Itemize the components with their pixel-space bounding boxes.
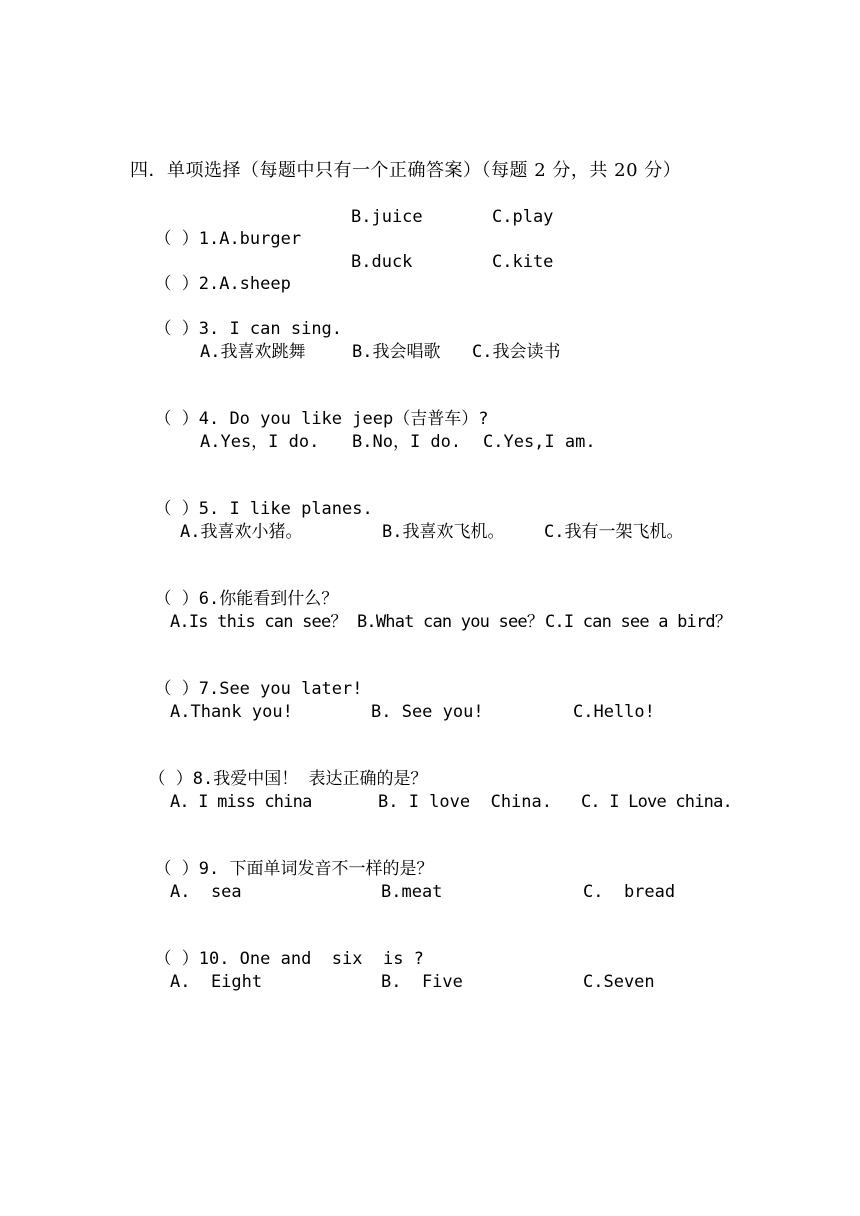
question-3 xyxy=(134,296,342,340)
question-8 xyxy=(128,746,427,790)
option-a: A.Yes，I do. xyxy=(200,432,320,452)
question-1 xyxy=(134,206,834,249)
option-b: B.What can you see？ xyxy=(357,612,544,632)
option-a: A.sheep xyxy=(219,274,291,294)
question-8-options xyxy=(170,791,740,813)
question-prefix: （ ）7. xyxy=(154,679,220,699)
question-stem: I can sing. xyxy=(219,319,343,339)
question-prefix: （ ）9. xyxy=(154,859,220,879)
question-prefix: （ ）6. xyxy=(154,589,220,609)
question-10 xyxy=(134,926,424,970)
question-prefix: （ ）2. xyxy=(154,274,220,294)
question-stem: I like planes. xyxy=(219,499,373,519)
option-c: C. bread xyxy=(583,882,676,902)
option-b: B. I love China. xyxy=(378,792,552,812)
question-stem: See you later! xyxy=(219,679,363,699)
question-stem: 下面单词发音不一样的是？ xyxy=(219,859,434,879)
question-prefix: （ ）3. xyxy=(154,319,220,339)
option-c: C.I can see a bird？ xyxy=(545,612,732,632)
option-b: B.duck xyxy=(351,252,413,272)
question-4-options xyxy=(200,431,700,453)
question-5-options xyxy=(180,521,740,543)
option-c: C.Hello! xyxy=(573,702,655,722)
option-b: B.meat xyxy=(381,882,443,902)
question-3-options xyxy=(200,341,700,363)
option-c: C.我有一架飞机。 xyxy=(544,522,684,542)
option-b: B. Five xyxy=(381,972,463,992)
option-c: C.kite xyxy=(492,252,554,272)
question-5 xyxy=(134,476,373,520)
question-6 xyxy=(134,566,338,610)
option-a: A. sea xyxy=(170,882,242,902)
option-a: A.我喜欢小猪。 xyxy=(180,522,303,542)
option-b: B.我会唱歌 xyxy=(352,342,441,362)
option-a: A. I miss china xyxy=(170,792,312,812)
question-7 xyxy=(134,656,363,700)
option-a: A.burger xyxy=(219,229,302,249)
option-c: C.我会读书 xyxy=(472,342,561,362)
question-4 xyxy=(134,386,488,430)
option-c: C. I Love china. xyxy=(581,792,732,812)
question-stem: 你能看到什么？ xyxy=(219,589,339,609)
question-prefix: （ ）8. xyxy=(148,769,214,789)
question-6-options xyxy=(170,611,750,633)
question-stem: One and six is ? xyxy=(229,949,424,969)
option-b: B.juice xyxy=(351,207,423,227)
question-stem: Do you like jeep（吉普车）? xyxy=(219,409,489,429)
question-prefix: （ ）5. xyxy=(154,499,220,519)
question-prefix: （ ）4. xyxy=(154,409,220,429)
option-a: A.Thank you! xyxy=(170,702,293,722)
option-b: B.No，I do. xyxy=(352,432,462,452)
question-prefix: （ ）10. xyxy=(154,949,230,969)
option-c: C.Seven xyxy=(583,972,655,992)
option-b: B.我喜欢飞机。 xyxy=(382,522,505,542)
question-2 xyxy=(134,251,834,294)
question-prefix: （ ）1. xyxy=(154,229,220,249)
option-c: C.Yes,I am. xyxy=(483,432,596,452)
option-a: A.Is this can see？ xyxy=(170,612,347,632)
question-7-options xyxy=(170,701,730,723)
question-9-options xyxy=(170,881,730,903)
section-title: 四．单项选择（每题中只有一个正确答案）（每题 2 分，共 20 分） xyxy=(130,160,682,181)
option-a: A.我喜欢跳舞 xyxy=(200,342,306,362)
question-stem: 我爱中国！ 表达正确的是？ xyxy=(213,769,428,789)
option-b: B. See you! xyxy=(371,702,484,722)
question-10-options xyxy=(170,971,730,993)
option-c: C.play xyxy=(492,207,554,227)
option-a: A. Eight xyxy=(170,972,263,992)
question-9 xyxy=(134,836,433,880)
